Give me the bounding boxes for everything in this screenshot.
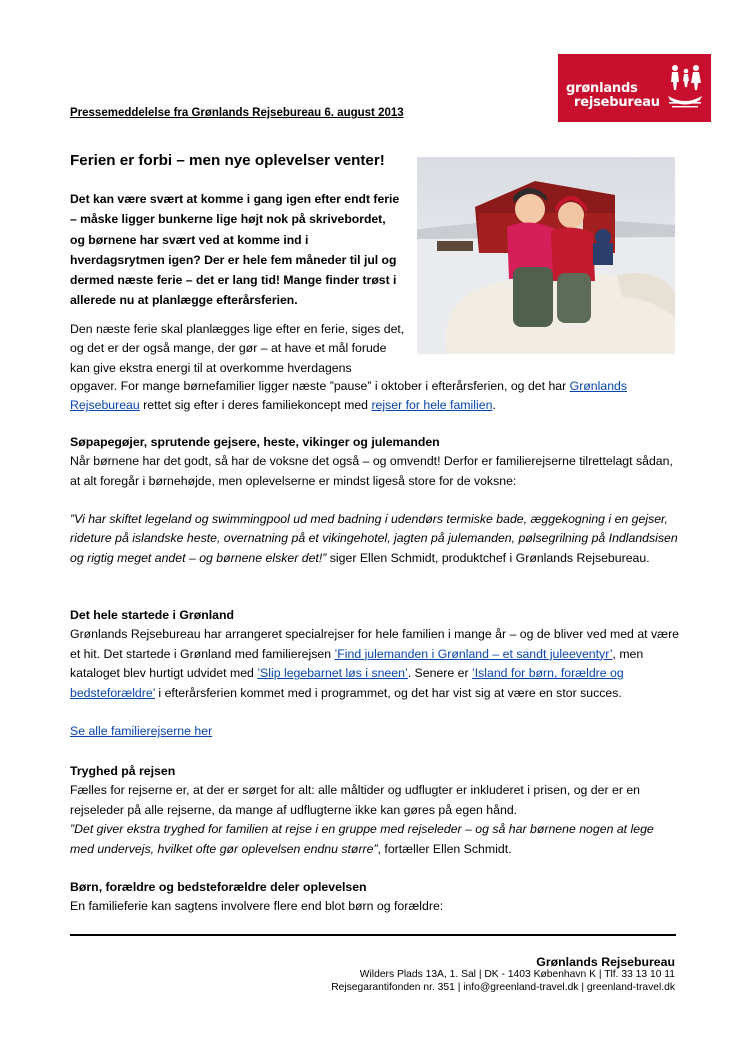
section-generations bbox=[70, 878, 680, 917]
quote-ellen-1 bbox=[70, 510, 680, 568]
find-santa-link[interactable]: ’Find julemanden i Grønland – et sandt juleeventyr’ bbox=[334, 646, 613, 661]
intro-paragraph-end: . bbox=[492, 398, 496, 413]
intro-paragraph-text-3: rettet sig efter i deres familiekoncept med bbox=[139, 398, 372, 413]
quote-attribution-2: , fortæller Ellen Schmidt. bbox=[377, 841, 512, 856]
footer-info: Rejsegarantifonden nr. 351 | info@greenland-travel.dk | greenland-travel.dk bbox=[331, 981, 675, 993]
photo-illustration bbox=[417, 157, 675, 354]
quote-text-1: ”Vi har skiftet legeland og swimmingpool ud med badning i udendørs termiske bade, æggekogning i en gejser, rideture på islandske heste, overnatning på et vikingehotel, jagten på julemanden, pølsegrilning på Indlandsisen og rigtig meget andet – og børnene elsker det!” bbox=[70, 512, 678, 565]
play-in-snow-link[interactable]: ’Slip legebarnet løs i sneen’ bbox=[257, 666, 408, 681]
section-activities bbox=[70, 433, 680, 491]
press-release-line: Pressemeddelelse fra Grønlands Rejsebureau 6. august 2013 bbox=[70, 107, 404, 119]
family-trips-link[interactable]: rejser for hele familien bbox=[371, 398, 493, 413]
intro-paragraph-text: Den næste ferie skal planlægges lige efter en ferie, siges det, og det er der også mange, der gør – at have et mål forude kan give ekstra energi til at overkomme hverdagens bbox=[70, 322, 405, 375]
footer-address: Wilders Plads 13A, 1. Sal | DK - 1403 København K | Tlf. 33 13 10 11 bbox=[359, 969, 675, 980]
section-text-activities: Når børnene har det godt, så har de voksne det også – og omvendt! Derfor er familierejserne tilrettelagt sådan, at alt foregår i børnehøjde, men oplevelserne er mindst ligeså store for de voksne: bbox=[70, 454, 673, 488]
intro-paragraph-text-2: opgaver. For mange børnefamilier ligger næste ”pause” i oktober i efterårsferien, og det har bbox=[70, 379, 570, 393]
history-text-1: Grønlands Rejsebureau har arrangeret specialrejser for hele familien i mange år – og de bliver ved med at være et hit. Det startede i Grønland med familierejsen bbox=[70, 627, 680, 661]
section-heading-generations: Børn, forældre og bedsteforældre deler oplevelsen bbox=[70, 880, 367, 894]
quote-text-2: ”Det giver ekstra tryghed for familien at rejse i en gruppe med rejseleder – og så har børnene nogen at lege med undervejs, hvilket ofte gør oplevelsen endnu større” bbox=[70, 822, 654, 856]
children-on-horse-photo bbox=[417, 157, 675, 354]
logo-line-2: rejsebureau bbox=[574, 95, 660, 110]
all-trips-line bbox=[70, 722, 680, 741]
company-logo bbox=[558, 54, 711, 122]
footer bbox=[331, 955, 675, 994]
all-family-trips-link[interactable]: Se alle familierejserne her bbox=[70, 724, 213, 738]
history-text-4: i efterårsferien kommet med i programmet, og det har vist sig at være en stor succes. bbox=[155, 685, 622, 700]
family-boat-icon bbox=[666, 62, 704, 112]
section-heading-safety: Tryghed på rejsen bbox=[70, 764, 176, 778]
logo-line-1: grønlands bbox=[566, 81, 638, 96]
intro-paragraph-lower bbox=[70, 377, 680, 416]
quote-attribution-1: siger Ellen Schmidt, produktchef i Grønlands Rejsebureau. bbox=[326, 550, 650, 565]
lead-paragraph: Det kan være svært at komme i gang igen efter endt ferie – måske ligger bunkerne lige højt nok på skrivebordet, og børnene har svært ved at komme ind i hverdagsrytmen igen? Der er hele fem måneder til jul og dermed næste ferie – det er lang tid! Mange finder trøst i allerede nu at planlægge efterårsferien. bbox=[70, 192, 400, 308]
greenland-travel-link[interactable]: Grønlands Rejsebureau bbox=[70, 379, 628, 413]
quote-ellen-2 bbox=[70, 820, 680, 859]
section-text-safety: Fælles for rejserne er, at der er sørget for alt: alle måltider og udflugter er inkluderet i prisen, og der er en rejseleder på alle rejserne, da mange af udflugterne ikke kan gøres på egen hånd. bbox=[70, 783, 641, 817]
section-heading-activities: Søpapegøjer, sprutende gejsere, heste, vikinger og julemanden bbox=[70, 435, 440, 449]
footer-company-name: Grønlands Rejsebureau bbox=[536, 955, 675, 969]
footer-divider bbox=[70, 934, 676, 936]
section-text-history bbox=[70, 625, 680, 703]
logo-wordmark bbox=[566, 82, 660, 110]
section-text-generations: En familieferie kan sagtens involvere flere end blot børn og forældre: bbox=[70, 899, 444, 914]
section-safety bbox=[70, 762, 680, 859]
history-text-2: , men kataloget blev hurtigt udvidet med bbox=[70, 646, 644, 681]
section-history bbox=[70, 606, 680, 703]
article-title: Ferien er forbi – men nye oplevelser venter! bbox=[70, 152, 385, 169]
history-text-3: . Senere er bbox=[407, 666, 472, 681]
intro-paragraph-upper bbox=[70, 320, 405, 378]
section-heading-history: Det hele startede i Grønland bbox=[70, 608, 234, 622]
iceland-family-link[interactable]: ’Island for børn, forældre og bedsteforældre’ bbox=[70, 666, 624, 700]
